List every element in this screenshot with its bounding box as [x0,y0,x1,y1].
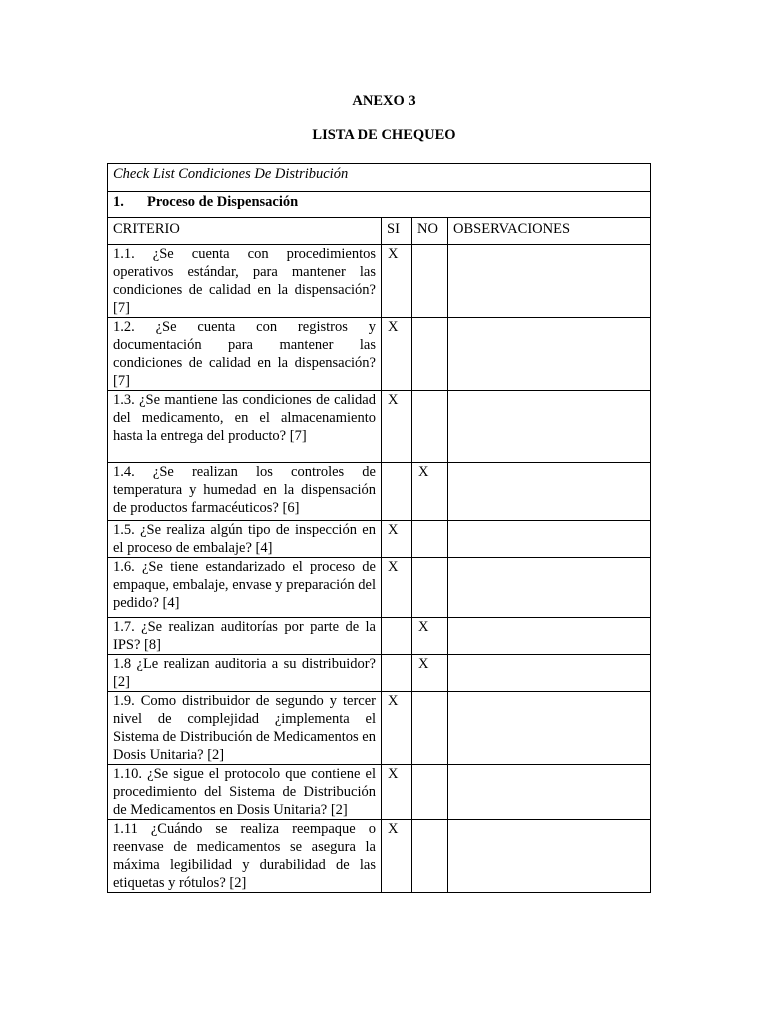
no-cell [412,318,448,391]
list-title: LISTA DE CHEQUEO [312,127,456,143]
table-row [108,318,651,391]
si-cell [382,655,412,692]
criterio-cell: 1.10. ¿Se sigue el protocolo que contiene el procedimiento del Sistema de Distribución de Medicamentos en Dosis Unitaria? [2] [108,765,382,820]
observaciones-cell [448,655,651,692]
si-cell: X [382,820,412,893]
si-cell: X [382,765,412,820]
si-cell: X [382,521,412,558]
observaciones-cell [448,463,651,521]
section-heading [108,192,651,218]
si-cell [382,618,412,655]
criterio-cell: 1.6. ¿Se tiene estandarizado el proceso de empaque, embalaje, envase y preparación del pedido? [4] [108,558,382,618]
header-si: SI [382,218,412,245]
si-cell: X [382,245,412,318]
observaciones-cell [448,820,651,893]
si-cell: X [382,318,412,391]
criterio-cell: 1.9. Como distribuidor de segundo y tercer nivel de complejidad ¿implementa el Sistema de Distribución de Medicamentos en Dosis Unitaria? [2] [108,692,382,765]
observaciones-cell [448,618,651,655]
annex-title: ANEXO 3 [352,93,416,109]
si-cell [382,463,412,521]
si-cell: X [382,692,412,765]
no-cell [412,692,448,765]
criterio-cell: 1.7. ¿Se realizan auditorías por parte de la IPS? [8] [108,618,382,655]
section-label: Proceso de Dispensación [147,194,299,210]
section-number: 1. [113,194,124,210]
observaciones-cell [448,765,651,820]
section-row [108,192,651,218]
criterio-cell: 1.8 ¿Le realizan auditoria a su distribuidor? [2] [108,655,382,692]
observaciones-cell [448,692,651,765]
no-cell: X [412,618,448,655]
si-cell: X [382,558,412,618]
column-header-row [108,218,651,245]
table-title: Check List Condiciones De Distribución [108,164,651,192]
criterio-cell: 1.11 ¿Cuándo se realiza reempaque o reenvase de medicamentos se asegura la máxima legibilidad y durabilidad de las etiquetas y rótulos? [2] [108,820,382,893]
table-row [108,765,651,820]
si-cell: X [382,391,412,463]
no-cell: X [412,655,448,692]
table-row [108,245,651,318]
header-criterio: CRITERIO [108,218,382,245]
observaciones-cell [448,558,651,618]
table-row [108,558,651,618]
header-no: NO [412,218,448,245]
no-cell [412,765,448,820]
no-cell [412,391,448,463]
table-row [108,820,651,893]
table-row [108,521,651,558]
criterio-cell: 1.3. ¿Se mantiene las condiciones de calidad del medicamento, en el almacenamiento hasta la entrega del producto? [7] [108,391,382,463]
no-cell [412,521,448,558]
criterio-cell: 1.4. ¿Se realizan los controles de temperatura y humedad en la dispensación de productos farmacéuticos? [6] [108,463,382,521]
header-observaciones: OBSERVACIONES [448,218,651,245]
no-cell [412,245,448,318]
table-row [108,391,651,463]
checklist-table [107,163,651,893]
observaciones-cell [448,318,651,391]
observaciones-cell [448,245,651,318]
table-title-row [108,164,651,192]
no-cell [412,558,448,618]
observaciones-cell [448,391,651,463]
observaciones-cell [448,521,651,558]
table-row [108,618,651,655]
no-cell [412,820,448,893]
criterio-cell: 1.5. ¿Se realiza algún tipo de inspección en el proceso de embalaje? [4] [108,521,382,558]
criterio-cell: 1.2. ¿Se cuenta con registros y documentación para mantener las condiciones de calidad en la dispensación? [7] [108,318,382,391]
table-row [108,463,651,521]
criterio-cell: 1.1. ¿Se cuenta con procedimientos operativos estándar, para mantener las condiciones de calidad en la dispensación? [7] [108,245,382,318]
no-cell: X [412,463,448,521]
table-row [108,655,651,692]
table-row [108,692,651,765]
